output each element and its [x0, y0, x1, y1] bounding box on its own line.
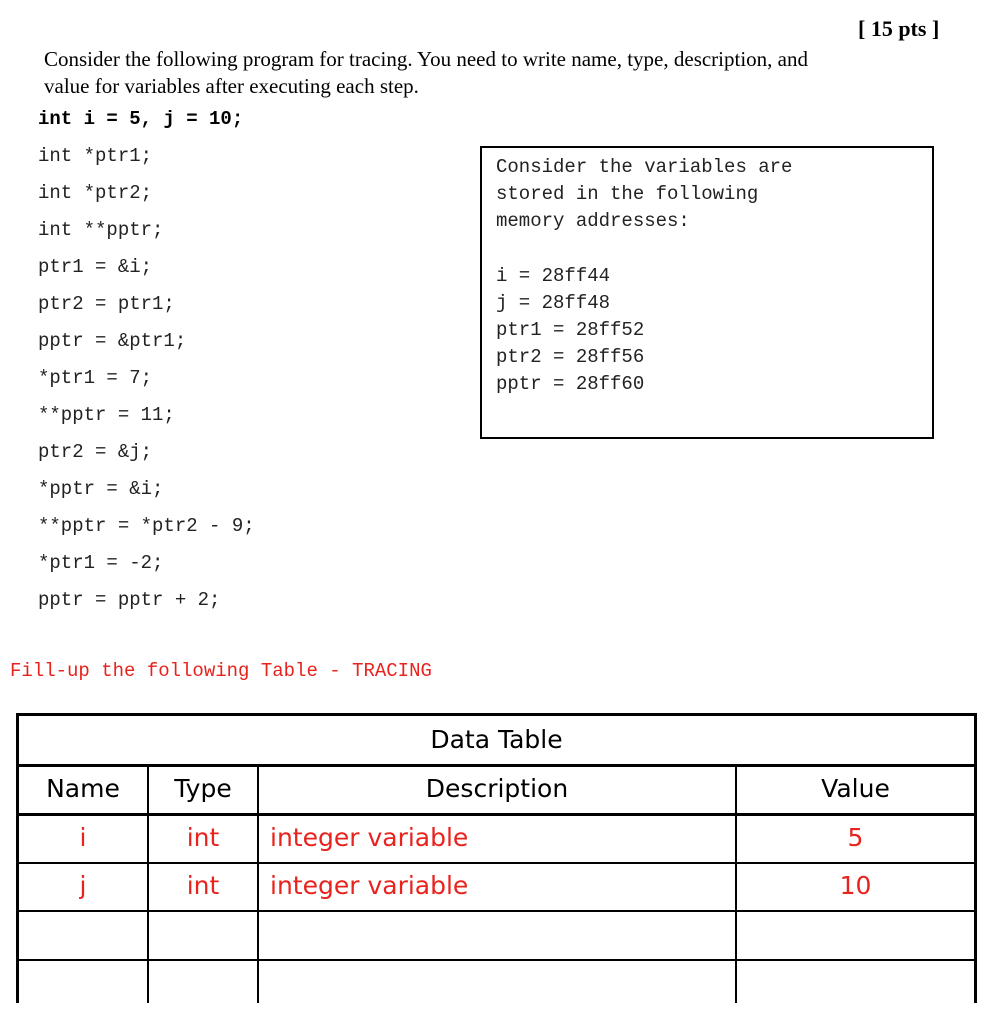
- cell-type: int: [186, 823, 220, 852]
- intro-line-1: Consider the following program for tracing. You need to write name, type, description, and: [44, 47, 808, 71]
- header-type: Type: [174, 774, 232, 803]
- memory-address-box: [480, 146, 934, 439]
- cell-description: [270, 961, 730, 1003]
- code-line: int *ptr1;: [38, 145, 153, 167]
- code-line: **pptr = 11;: [38, 404, 175, 426]
- code-line: int i = 5, j = 10;: [38, 108, 244, 130]
- code-line: pptr = pptr + 2;: [38, 589, 221, 611]
- cell-type: int: [186, 871, 220, 900]
- points-label: [ 15 pts ]: [858, 16, 940, 41]
- memory-address: ptr1 = 28ff52: [496, 319, 645, 341]
- memory-address: j = 28ff48: [496, 292, 611, 314]
- code-line: *ptr1 = -2;: [38, 552, 164, 574]
- cell-name: [19, 912, 147, 958]
- data-table: [16, 713, 977, 1003]
- intro-line-2: value for variables after executing each step.: [44, 74, 419, 98]
- cell-value: 10: [839, 871, 872, 900]
- code-line: **pptr = *ptr2 - 9;: [38, 515, 255, 537]
- memory-note-line-2: stored in the following: [496, 183, 759, 205]
- code-line: ptr2 = ptr1;: [38, 293, 175, 315]
- header-value: Value: [821, 774, 890, 803]
- header-name: Name: [46, 774, 120, 803]
- cell-name: [19, 961, 147, 1003]
- cell-value: 5: [847, 823, 864, 852]
- intro-text: [44, 46, 944, 100]
- header-description: Description: [425, 774, 569, 803]
- code-line: *ptr1 = 7;: [38, 367, 153, 389]
- code-line: pptr = &ptr1;: [38, 330, 187, 352]
- code-line: *pptr = &i;: [38, 478, 164, 500]
- memory-note-line-1: Consider the variables are: [496, 156, 793, 178]
- memory-address: pptr = 28ff60: [496, 373, 645, 395]
- memory-address: ptr2 = 28ff56: [496, 346, 645, 368]
- code-line: int *ptr2;: [38, 182, 153, 204]
- code-line: ptr1 = &i;: [38, 256, 153, 278]
- code-line: int **pptr;: [38, 219, 164, 241]
- cell-description: integer variable: [270, 871, 469, 900]
- cell-value: [737, 912, 974, 958]
- memory-note-line-3: memory addresses:: [496, 210, 690, 232]
- cell-description: [270, 912, 730, 958]
- table-title: Data Table: [430, 725, 563, 754]
- cell-name: i: [79, 823, 87, 852]
- instruction-text: Fill-up the following Table - TRACING: [10, 660, 432, 682]
- code-line: ptr2 = &j;: [38, 441, 153, 463]
- cell-value: [737, 961, 974, 1003]
- cell-type: [149, 912, 257, 958]
- cell-type: [149, 961, 257, 1003]
- cell-description: integer variable: [270, 823, 469, 852]
- memory-address: i = 28ff44: [496, 265, 611, 287]
- cell-name: j: [79, 871, 87, 900]
